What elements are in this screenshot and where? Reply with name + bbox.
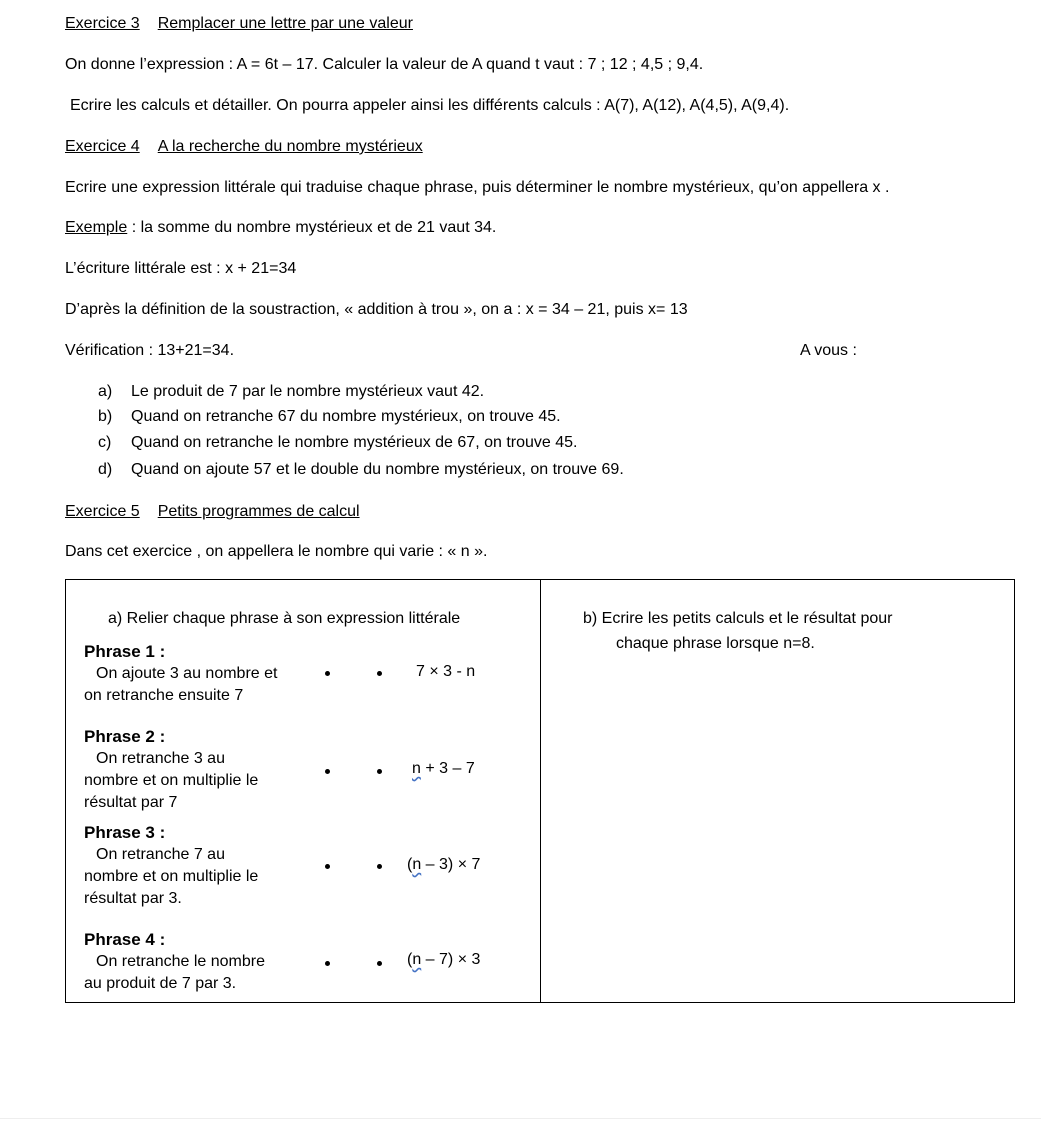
link-dot[interactable] [325, 769, 330, 774]
ex3-heading [65, 14, 413, 34]
phrase-2-title: Phrase 2 : [84, 727, 166, 746]
expression-2: n + 3 – 7 [412, 760, 475, 777]
ex4-label: Exercice 4 [65, 138, 140, 155]
link-dot[interactable] [377, 864, 382, 869]
ex4-literal: L’écriture littérale est : x + 21=34 [65, 260, 297, 277]
list-item: c) Quand on retranche le nombre mystérieux de 67, on trouve 45. [98, 434, 578, 451]
ex4-example [65, 218, 496, 238]
link-dot[interactable] [325, 671, 330, 676]
ex5-title: Petits programmes de calcul [157, 503, 360, 520]
ex3-line1: On donne l’expression : A = 6t – 17. Calculer la valeur de A quand t vaut : 7 ; 12 ; 4,5 ; 9,4. [65, 56, 704, 73]
phrase-3-line: On retranche 7 au [96, 846, 225, 863]
phrase-3-line: résultat par 3. [84, 890, 182, 907]
ex4-intro: Ecrire une expression littérale qui traduise chaque phrase, puis déterminer le nombre mystérieux, qu’on appellera x . [65, 179, 890, 196]
ex5-heading [65, 502, 360, 522]
phrase-3-line: nombre et on multiplie le [84, 868, 259, 885]
list-item: a) Le produit de 7 par le nombre mystérieux vaut 42. [98, 383, 485, 400]
expression-1: 7 × 3 - n [416, 663, 476, 680]
phrase-4-line: au produit de 7 par 3. [84, 975, 237, 992]
phrase-1-title: Phrase 1 : [84, 642, 166, 661]
col-b-header-line2: chaque phrase lorsque n=8. [616, 635, 815, 652]
table-cell-b [541, 580, 1014, 1002]
phrase-2-line: nombre et on multiplie le [84, 772, 259, 789]
ex3-line2: Ecrire les calculs et détailler. On pourra appeler ainsi les différents calculs : A(7), A(12), A(4,5), A(9,4). [70, 97, 790, 114]
link-dot[interactable] [377, 769, 382, 774]
ex5-intro: Dans cet exercice , on appellera le nombre qui varie : « n ». [65, 543, 488, 560]
phrase-1-line: On ajoute 3 au nombre et [96, 665, 278, 682]
expression-4: (n – 7) × 3 [407, 951, 481, 968]
ex4-verification: Vérification : 13+21=34. [65, 342, 235, 359]
phrase-3-title: Phrase 3 : [84, 823, 166, 842]
example-text: : la somme du nombre mystérieux et de 21 vaut 34. [127, 219, 497, 236]
link-dot[interactable] [325, 961, 330, 966]
example-label: Exemple [65, 219, 128, 236]
phrase-4-title: Phrase 4 : [84, 930, 166, 949]
phrase-4-line: On retranche le nombre [96, 953, 265, 970]
phrase-1-line: on retranche ensuite 7 [84, 687, 244, 704]
exercise-table [65, 579, 1015, 1003]
ex4-title: A la recherche du nombre mystérieux [157, 138, 423, 155]
table-cell-a [66, 580, 540, 1002]
ex3-label: Exercice 3 [65, 15, 140, 32]
link-dot[interactable] [377, 961, 382, 966]
ex5-label: Exercice 5 [65, 503, 140, 520]
page-bottom-border [0, 1118, 1041, 1119]
ex4-subtraction: D’après la définition de la soustraction, « addition à trou », on a : x = 34 – 21, puis x= 13 [65, 301, 688, 318]
link-dot[interactable] [377, 671, 382, 676]
link-dot[interactable] [325, 864, 330, 869]
ex3-title: Remplacer une lettre par une valeur [157, 15, 413, 32]
ex4-a-vous: A vous : [800, 342, 857, 359]
phrase-2-line: On retranche 3 au [96, 750, 225, 767]
col-a-header: a) Relier chaque phrase à son expression littérale [108, 610, 461, 627]
list-item: b) Quand on retranche 67 du nombre mystérieux, on trouve 45. [98, 408, 561, 425]
ex4-heading [65, 137, 423, 157]
col-b-header-line1: b) Ecrire les petits calculs et le résultat pour [583, 610, 893, 627]
list-item: d) Quand on ajoute 57 et le double du nombre mystérieux, on trouve 69. [98, 461, 624, 478]
phrase-2-line: résultat par 7 [84, 794, 178, 811]
expression-3: (n – 3) × 7 [407, 856, 481, 873]
